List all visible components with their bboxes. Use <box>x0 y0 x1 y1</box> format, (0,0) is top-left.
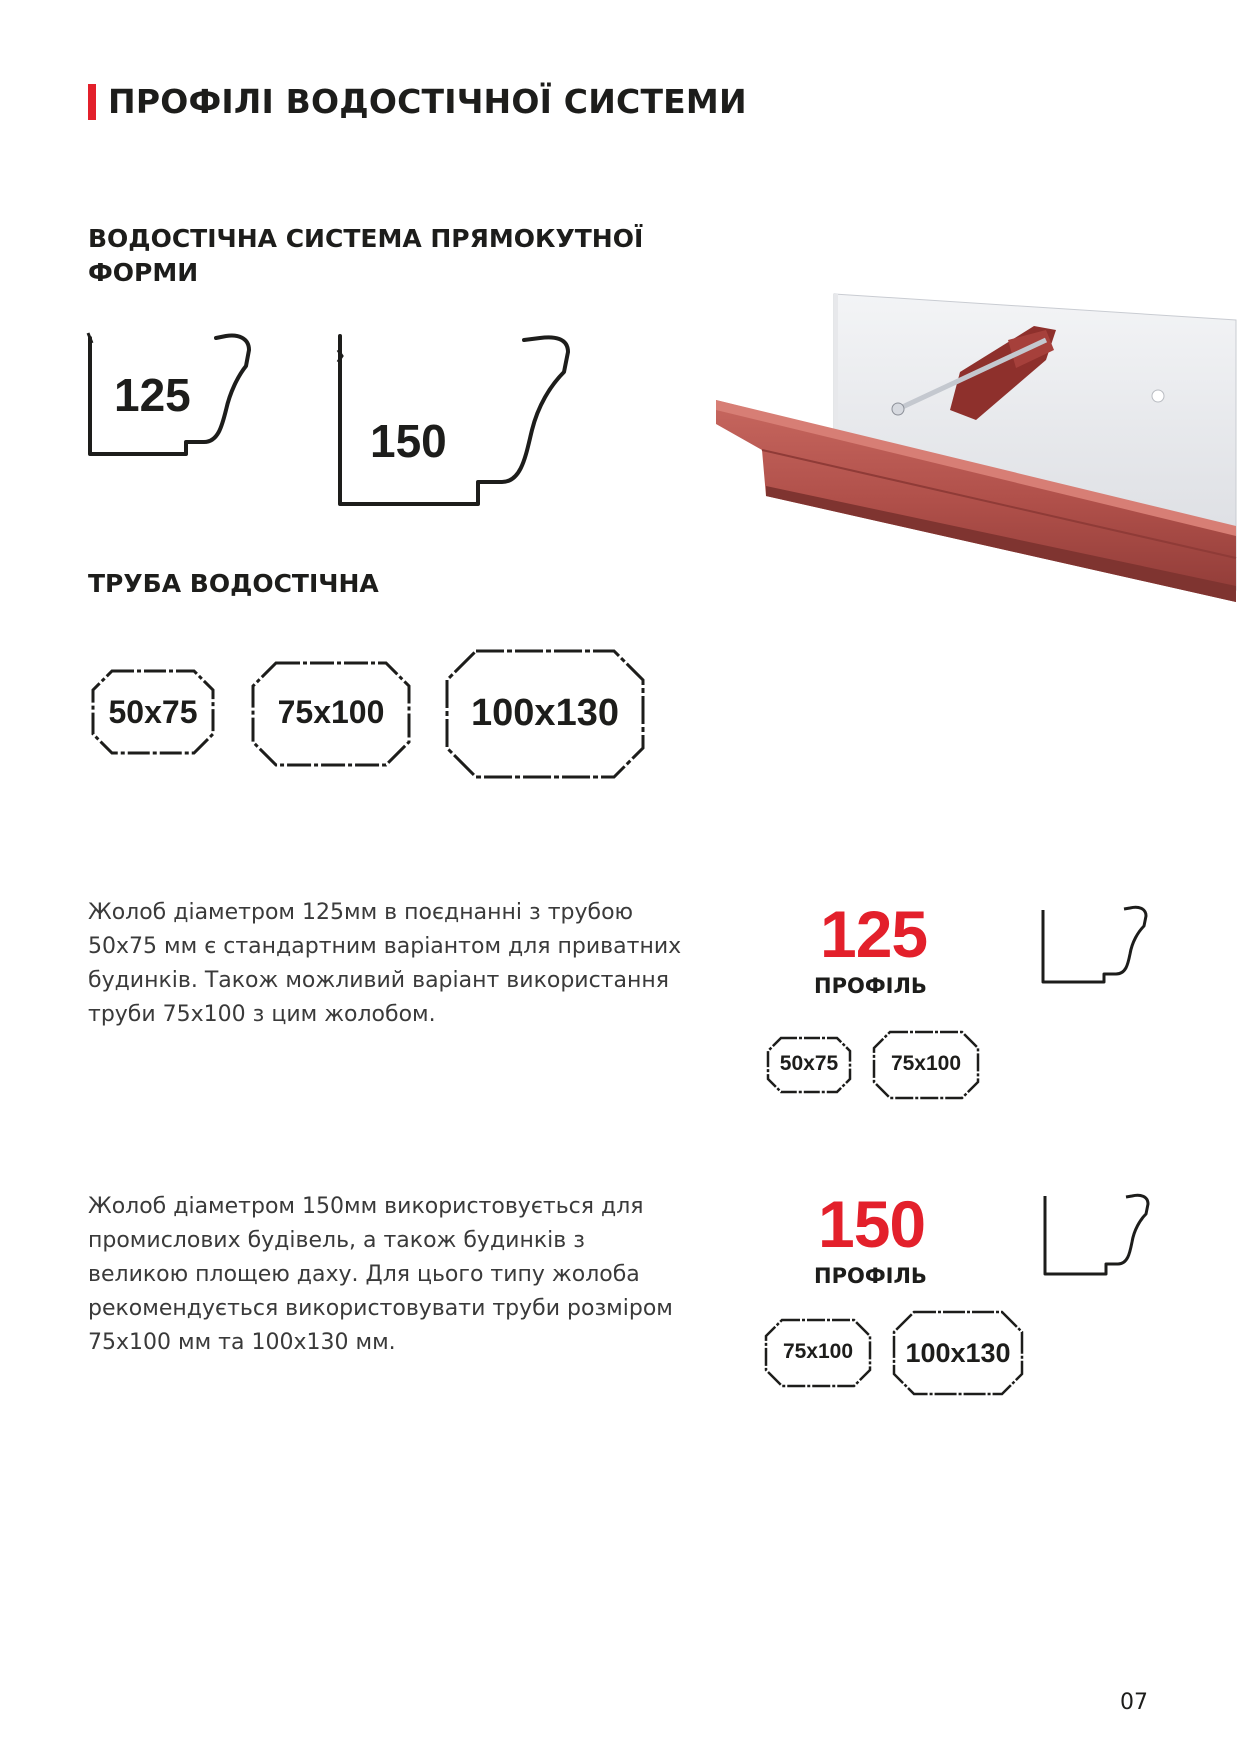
pipe-100x130-label: 100x130 <box>471 692 619 734</box>
combo-125-gutter-icon <box>1040 904 1150 986</box>
page-title: ПРОФІЛІ ВОДОСТІЧНОЇ СИСТЕМИ <box>108 82 747 121</box>
combo-150-description: Жолоб діаметром 150мм використовується для промислових будівель, а також будинків з великою площею даху. Для цього типу жолоба рекомендується використовувати труби розміром 75x100 мм та 100x130 мм. <box>88 1194 673 1355</box>
combo-150-gutter-icon <box>1042 1192 1152 1278</box>
combo-125-number: 125 <box>820 897 928 971</box>
combo-125-caption: ПРОФІЛЬ <box>814 974 927 998</box>
combo-150-pipe1-label: 75x100 <box>782 1340 854 1363</box>
gutter-photo <box>716 290 1236 620</box>
pipe-section-heading: ТРУБА ВОДОСТІЧНА <box>88 569 379 598</box>
title-accent-bar <box>88 84 96 120</box>
gutter-profile-150-label: 150 <box>370 415 447 467</box>
combo-125-description: Жолоб діаметром 125мм в поєднанні з трубою 50x75 мм є стандартним варіантом для приватних будинків. Також можливий варіант використання труби 75x100 з цим жолобом. <box>88 900 682 1027</box>
combo-125-pipe2-label: 75x100 <box>890 1052 962 1075</box>
pipe-50x75-label: 50x75 <box>108 694 198 730</box>
page-number: 07 <box>1120 1690 1148 1715</box>
page-header <box>88 82 747 121</box>
combo-150-caption: ПРОФІЛЬ <box>814 1264 927 1288</box>
combo-125-pipe1-label: 50x75 <box>779 1052 839 1075</box>
gutter-heading-line1: ВОДОСТІЧНА СИСТЕМА ПРЯМОКУТНОЇ <box>88 224 644 253</box>
combo-150-pipe2-label: 100x130 <box>905 1338 1011 1368</box>
gutter-heading-line2: ФОРМИ <box>88 258 199 287</box>
gutter-section-heading <box>88 222 643 290</box>
pipe-75x100-label: 75x100 <box>277 694 385 730</box>
combo-150-number: 150 <box>818 1187 926 1261</box>
gutter-profile-125-label: 125 <box>114 369 191 421</box>
